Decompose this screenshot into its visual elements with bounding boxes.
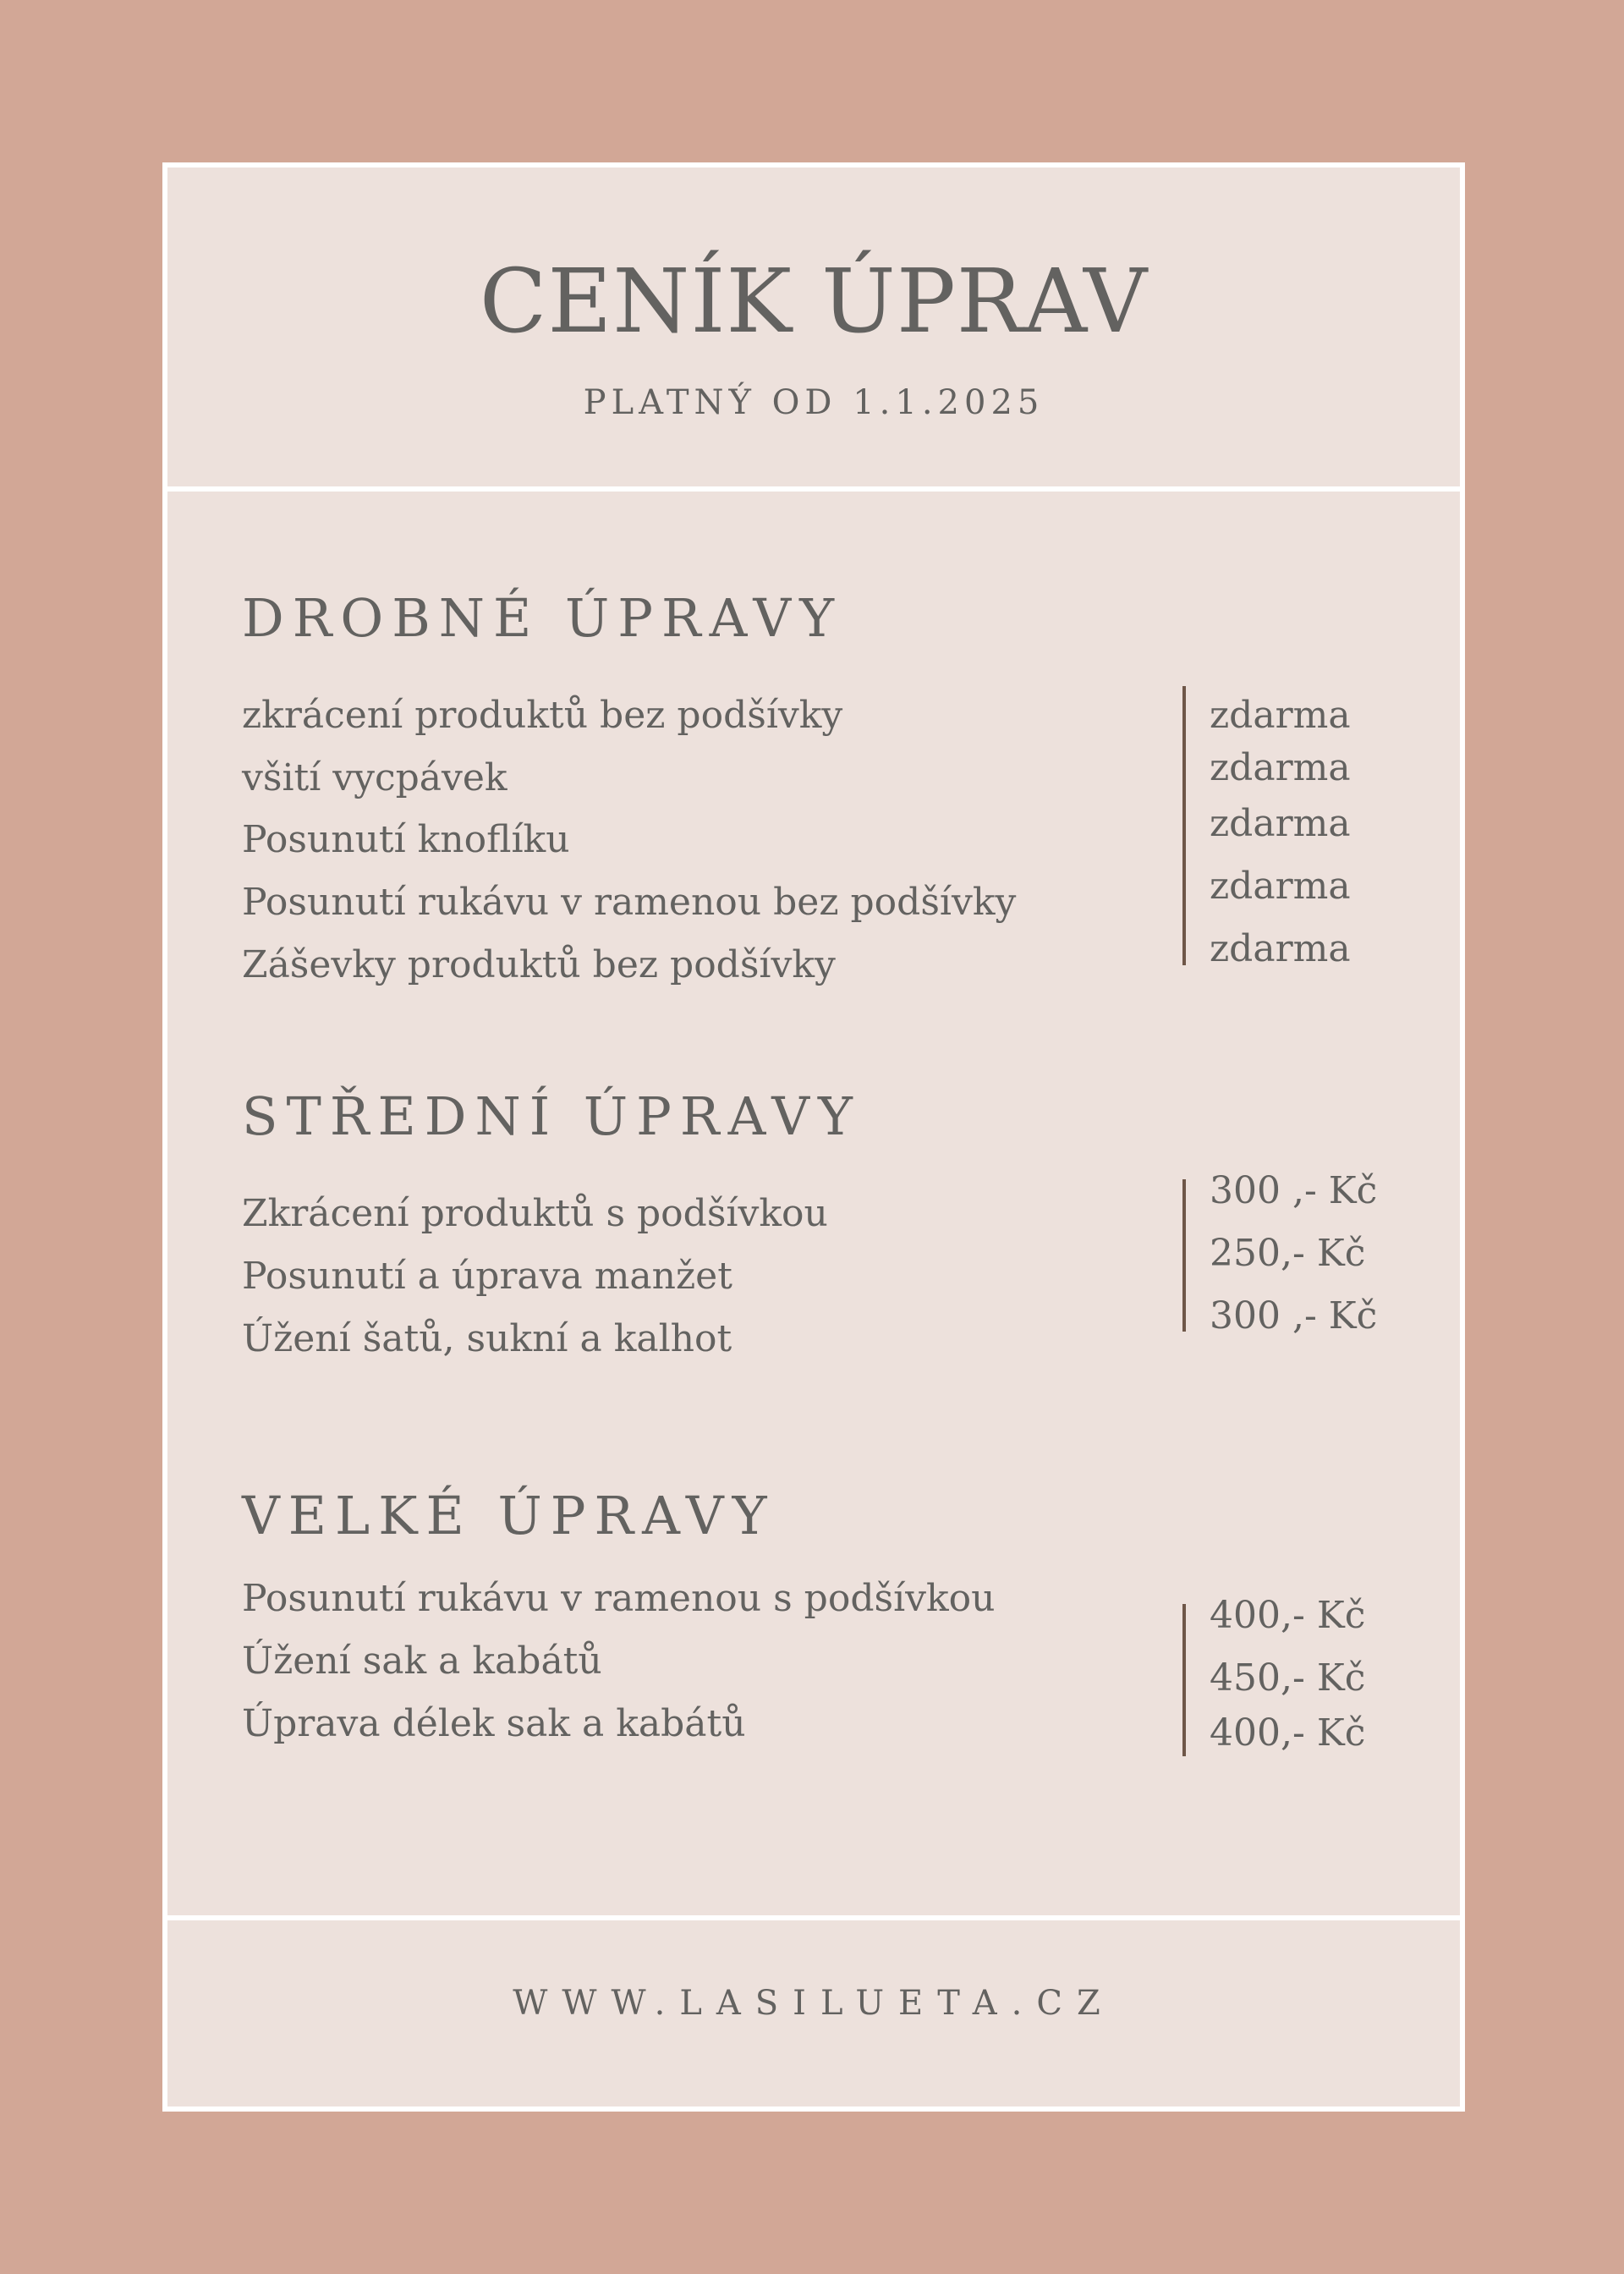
- footer-divider: [167, 1915, 1460, 1920]
- price-value: 300 ,- Kč: [1210, 1294, 1378, 1337]
- header: [167, 168, 1460, 486]
- price-value: 400,- Kč: [1210, 1594, 1366, 1637]
- section-title-stredni: STŘEDNÍ ÚPRAVY: [242, 1085, 861, 1147]
- list-item: Úžení šatů, sukní a kalhot: [242, 1317, 732, 1360]
- price-divider-line: [1182, 1604, 1186, 1756]
- website-link[interactable]: WWW.LASILUETA.CZ: [513, 1984, 1115, 2023]
- validity-subtitle: PLATNÝ OD 1.1.2025: [583, 383, 1045, 422]
- price-value: 400,- Kč: [1210, 1711, 1366, 1755]
- list-item: Posunutí knoflíku: [242, 818, 570, 861]
- section-title-velke: VELKÉ ÚPRAVY: [242, 1485, 776, 1546]
- price-list-card: [162, 162, 1465, 2112]
- list-item: Zášev​ky produktů bez podšívky: [242, 943, 836, 986]
- list-item: Úprava délek sak a kabátů: [242, 1702, 746, 1745]
- list-item: všití vycpávek: [242, 756, 508, 799]
- header-divider: [167, 486, 1460, 492]
- price-value: zdarma: [1210, 802, 1351, 845]
- price-value: 450,- Kč: [1210, 1656, 1366, 1700]
- list-item: Zkrácení produktů s podšívkou: [242, 1192, 828, 1235]
- price-value: zdarma: [1210, 746, 1351, 789]
- page-title: CENÍK ÚPRAV: [479, 250, 1149, 353]
- list-item: Úžení sak a kabátů: [242, 1640, 602, 1683]
- section-title-drobne: DROBNÉ ÚPRAVY: [242, 587, 843, 649]
- list-item: Posunutí rukávu v ramenou bez podšívky: [242, 881, 1017, 924]
- price-value: zdarma: [1210, 865, 1351, 908]
- price-divider-line: [1182, 1179, 1186, 1332]
- list-item: Posunutí rukávu v ramenou s podšívkou: [242, 1577, 996, 1620]
- price-value: 300 ,- Kč: [1210, 1169, 1378, 1212]
- price-value: zdarma: [1210, 927, 1351, 970]
- price-value: zdarma: [1210, 694, 1351, 737]
- price-divider-line: [1182, 686, 1186, 965]
- list-item: Posunutí a úprava manžet: [242, 1255, 732, 1298]
- list-item: zkrácení produktů bez podšívky: [242, 694, 843, 737]
- price-value: 250,- Kč: [1210, 1232, 1366, 1275]
